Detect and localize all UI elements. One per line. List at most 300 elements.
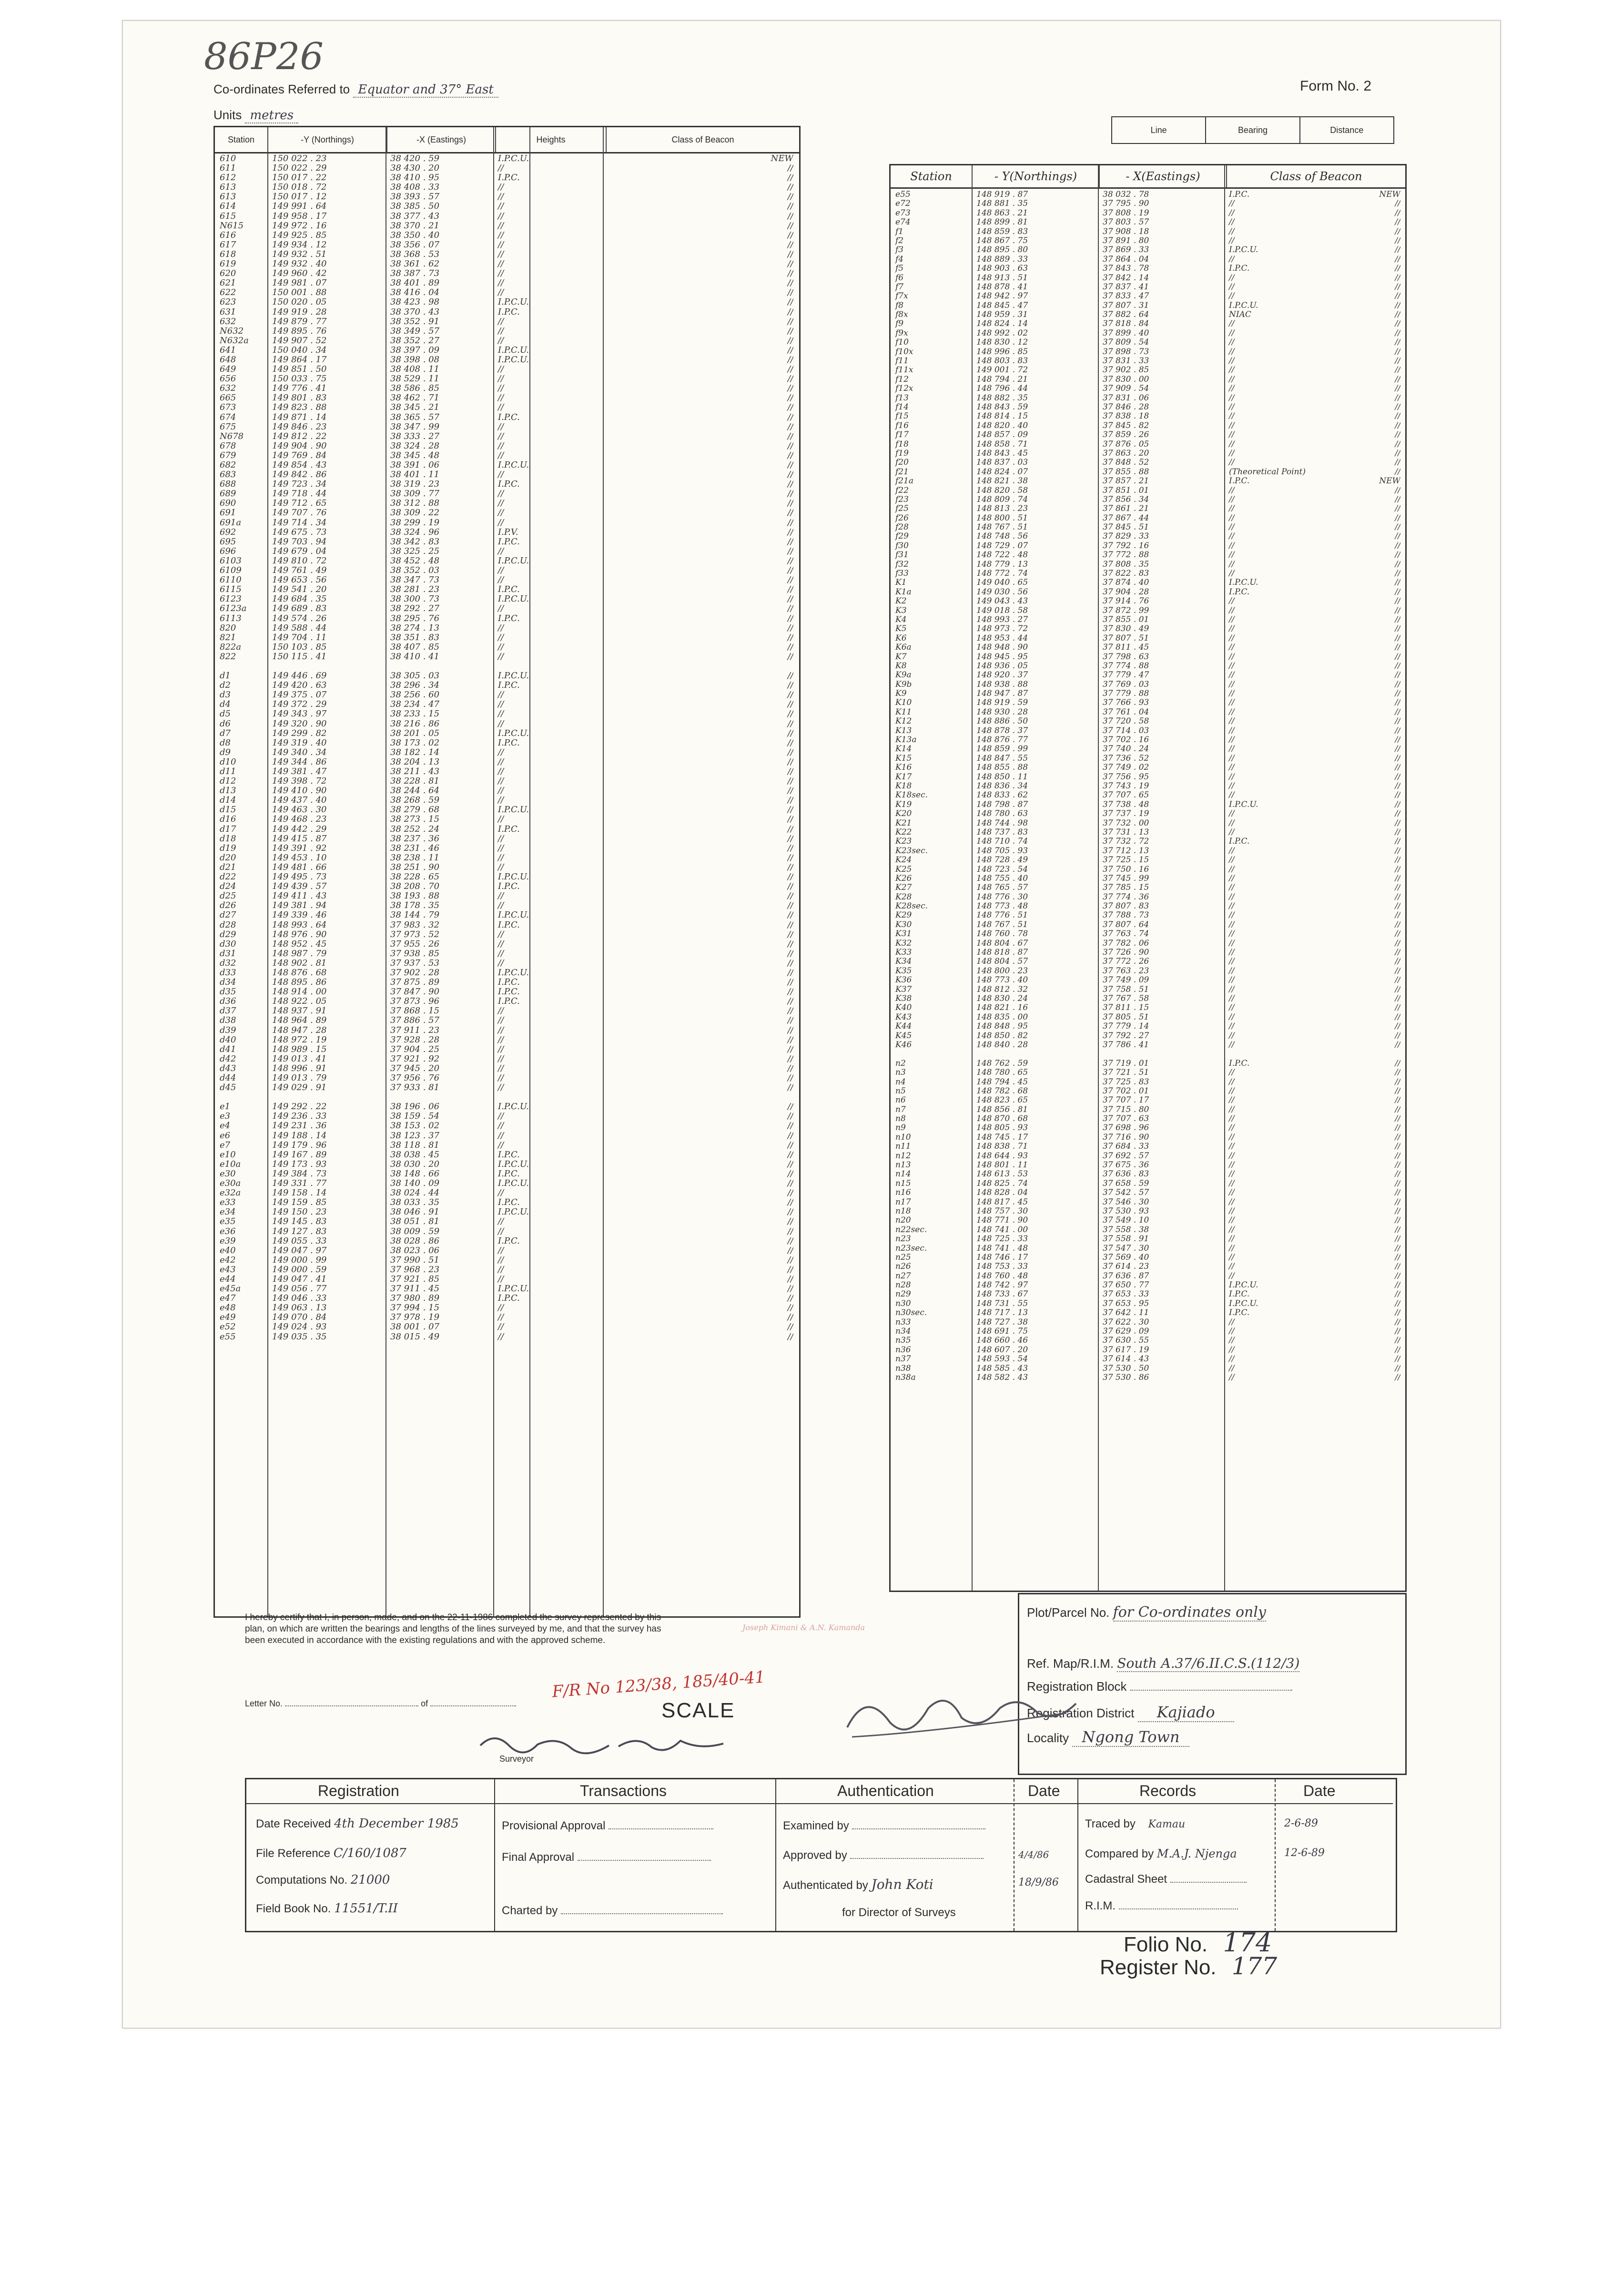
cell-easting: 37 848 . 52 (1103, 458, 1149, 468)
cell-northing: 148 919 . 59 (976, 698, 1028, 708)
left-header-eastings: -X (Eastings) (387, 127, 496, 152)
coordinate-row (215, 1083, 799, 1092)
cell-easting: 37 830 . 00 (1103, 375, 1149, 384)
left-header-northings: -Y (Northings) (268, 127, 387, 152)
cell-beacon-status: // (1395, 1345, 1400, 1355)
cell-beacon-status: // (1395, 1216, 1400, 1225)
cell-beacon-class: // (1229, 680, 1235, 689)
cell-station: 822a (220, 642, 242, 652)
cell-northing: 148 855 . 88 (976, 763, 1028, 773)
coordinate-row (215, 748, 799, 757)
cell-station: 610 (220, 154, 236, 163)
coordinate-row (891, 227, 1405, 236)
coordinate-row (215, 815, 799, 824)
cell-beacon-class: // (498, 163, 504, 173)
cell-beacon-status: // (787, 192, 793, 202)
cell-easting: 38 312 . 88 (390, 499, 440, 509)
cell-northing: 148 824 . 07 (976, 467, 1028, 477)
cell-northing: 149 684 . 35 (272, 594, 327, 604)
cell-station: e4 (220, 1121, 231, 1131)
coordinate-row (215, 633, 799, 643)
cell-beacon-status: // (1395, 430, 1400, 440)
coordinate-row (215, 1275, 799, 1284)
cell-beacon-status: // (787, 221, 793, 231)
cell-station: 618 (220, 249, 236, 259)
coordinate-row (215, 968, 799, 978)
coordinate-row (891, 939, 1405, 948)
cell-beacon-status: // (787, 671, 793, 681)
cell-easting: 38 393 . 57 (390, 192, 440, 202)
cell-beacon-class: // (1229, 504, 1235, 514)
letter-label: Letter No. (245, 1699, 283, 1708)
cell-station: K24 (895, 856, 912, 865)
cell-easting: 37 712 . 13 (1103, 846, 1149, 856)
cell-station: 6110 (220, 575, 242, 585)
cell-beacon-status: // (787, 1217, 793, 1227)
cell-northing: 148 870 . 68 (976, 1114, 1028, 1124)
cell-beacon-class: // (498, 365, 504, 375)
cell-northing: 148 945 . 95 (976, 652, 1028, 662)
cell-station: e6 (220, 1131, 231, 1141)
cell-easting: 37 732 . 00 (1103, 818, 1149, 828)
cell-northing: 149 384 . 73 (272, 1169, 327, 1179)
cell-beacon-status: // (787, 518, 793, 528)
coordinate-row (215, 460, 799, 470)
cell-beacon-status: NEW (1379, 190, 1400, 199)
cell-northing: 149 653 . 56 (272, 575, 327, 585)
cell-beacon-status: // (787, 1054, 793, 1064)
cell-beacon-class: I.P.C. (498, 537, 520, 547)
coordinate-row (891, 1262, 1405, 1271)
cell-easting: 38 410 . 41 (390, 652, 440, 662)
coordinate-row (891, 384, 1405, 393)
cell-easting: 37 622 . 30 (1103, 1317, 1149, 1327)
cell-beacon-class: I.P.C.U. (498, 556, 529, 566)
left-table-header (215, 127, 799, 153)
cell-northing: 149 339 . 46 (272, 910, 327, 920)
cell-beacon-class: I.P.C. (1229, 837, 1250, 847)
cell-station: K1 (895, 578, 907, 588)
cell-station: e1 (220, 1102, 231, 1112)
cell-easting: 37 856 . 34 (1103, 495, 1149, 504)
cell-easting: 38 324 . 28 (390, 441, 440, 451)
coordinate-row (215, 834, 799, 844)
coordinate-row (891, 1031, 1405, 1041)
cell-station: d12 (220, 776, 236, 786)
cell-beacon-status: // (787, 537, 793, 547)
cell-easting: 38 281 . 23 (390, 585, 440, 595)
cell-beacon-class: // (1229, 1031, 1235, 1041)
cell-beacon-status: // (787, 1016, 793, 1026)
cell-northing: 149 029 . 91 (272, 1083, 327, 1093)
coordinate-row (891, 819, 1405, 828)
cell-station: 675 (220, 422, 236, 432)
coordinate-row (215, 240, 799, 250)
cell-northing: 148 996 . 91 (272, 1063, 327, 1073)
cell-beacon-class: I.P.C. (1229, 190, 1250, 199)
cell-beacon-class: // (498, 1226, 504, 1236)
cell-northing: 150 022 . 29 (272, 163, 327, 173)
cell-easting: 38 279 . 68 (390, 805, 440, 815)
cell-easting: 37 542 . 57 (1103, 1188, 1149, 1198)
provisional-approval-label: Provisional Approval (502, 1819, 606, 1832)
cell-northing: 149 879 . 77 (272, 316, 327, 327)
cell-northing: 148 733 . 67 (976, 1290, 1028, 1299)
cell-beacon-status: // (1395, 754, 1400, 763)
cell-station: f12x (895, 384, 913, 394)
cell-beacon-class: // (1229, 486, 1235, 495)
cell-northing: 148 948 . 90 (976, 643, 1028, 653)
cell-station: 615 (220, 211, 236, 221)
cell-beacon-status: // (787, 211, 793, 221)
cell-station: 6115 (220, 585, 242, 595)
cell-easting: 38 333 . 27 (390, 431, 440, 441)
cell-station: K1a (895, 587, 912, 597)
cell-station: f3 (895, 245, 904, 255)
coordinate-row (891, 856, 1405, 865)
cell-beacon-class: // (1229, 994, 1235, 1003)
cell-beacon-class: // (1229, 1262, 1235, 1272)
cell-beacon-class: // (1229, 569, 1235, 579)
coordinate-row (891, 292, 1405, 301)
cell-beacon-class: // (1229, 818, 1235, 828)
cell-station: d45 (220, 1083, 236, 1093)
cell-easting: 38 173 . 02 (390, 738, 440, 748)
cell-easting: 37 684 . 33 (1103, 1142, 1149, 1152)
cell-station: n30sec. (895, 1308, 927, 1318)
cell-beacon-class: // (1229, 338, 1235, 347)
cell-beacon-status: // (787, 470, 793, 480)
cell-easting: 37 904 . 28 (1103, 587, 1149, 597)
cell-beacon-class: // (1229, 846, 1235, 856)
coordinate-row (215, 1265, 799, 1275)
cell-station: K31 (895, 929, 912, 939)
coordinate-row (891, 1198, 1405, 1207)
cell-station: f12 (895, 375, 909, 384)
cell-beacon-class: I.P.C. (1229, 1308, 1250, 1318)
cell-beacon-class: // (1229, 1114, 1235, 1124)
cell-easting: 37 861 . 21 (1103, 504, 1149, 514)
cell-beacon-class: // (1229, 763, 1235, 773)
cell-northing: 149 127 . 83 (272, 1226, 327, 1236)
cell-beacon-class: // (498, 183, 504, 193)
cell-station: n20 (895, 1216, 911, 1225)
cell-beacon-class: // (498, 1313, 504, 1323)
cell-easting: 37 761 . 04 (1103, 707, 1149, 717)
cell-beacon-class: // (1229, 957, 1235, 967)
cell-station: d27 (220, 910, 236, 920)
coordinate-row (891, 541, 1405, 551)
coordinate-row (215, 614, 799, 623)
cell-beacon-class: // (1229, 1327, 1235, 1337)
cell-beacon-status: // (1395, 541, 1400, 551)
cell-beacon-status: // (787, 1025, 793, 1035)
cell-beacon-class: // (498, 470, 504, 480)
cell-easting: 38 423 . 98 (390, 297, 440, 307)
cell-station: 632 (220, 316, 236, 327)
cell-beacon-status: // (1395, 1068, 1400, 1078)
cell-beacon-status: // (1395, 1225, 1400, 1235)
final-approval-label: Final Approval (502, 1851, 575, 1864)
cell-station: n17 (895, 1197, 911, 1207)
cell-beacon-status: // (1395, 273, 1400, 283)
cell-station: d32 (220, 958, 236, 968)
cell-beacon-status: // (787, 623, 793, 633)
cell-easting: 37 749 . 09 (1103, 976, 1149, 985)
cell-beacon-class: // (1229, 772, 1235, 782)
cell-beacon-status: // (787, 278, 793, 288)
cell-station: 621 (220, 278, 236, 288)
cell-northing: 149 574 . 26 (272, 613, 327, 623)
traced-by-label: Traced by (1085, 1817, 1136, 1830)
cell-station: d6 (220, 719, 231, 729)
cell-northing: 148 830 . 24 (976, 994, 1028, 1003)
date-received-value: 4th December 1985 (334, 1816, 459, 1831)
cell-beacon-class: // (498, 221, 504, 231)
cell-easting: 38 023 . 06 (390, 1245, 440, 1255)
cell-beacon-class: // (1229, 1077, 1235, 1087)
cell-station: f18 (895, 439, 909, 449)
cell-station: 619 (220, 259, 236, 269)
coordinate-row (891, 754, 1405, 763)
cell-beacon-status: // (787, 709, 793, 719)
cell-beacon-status: NEW (771, 154, 793, 163)
cell-beacon-status: // (1395, 726, 1400, 735)
cell-northing: 148 593 . 54 (976, 1355, 1028, 1364)
coordinate-row (891, 874, 1405, 883)
cell-beacon-class: // (498, 642, 504, 652)
cadastral-sheet-label: Cadastral Sheet (1085, 1873, 1167, 1886)
cell-northing: 148 705 . 93 (976, 846, 1028, 856)
plot-parcel-line (1027, 1604, 1266, 1621)
cell-beacon-status: // (1395, 624, 1400, 634)
cell-beacon-status: // (787, 1255, 793, 1265)
cell-beacon-status: // (787, 1140, 793, 1150)
cell-northing: 149 776 . 41 (272, 384, 327, 394)
cell-beacon-status: // (787, 566, 793, 576)
cell-easting: 37 902 . 85 (1103, 366, 1149, 375)
coordinate-row (215, 1332, 799, 1342)
cell-beacon-status: // (787, 987, 793, 997)
cell-northing: 148 613 . 53 (976, 1170, 1028, 1179)
cell-northing: 149 344 . 86 (272, 757, 327, 767)
cell-beacon-status: // (787, 700, 793, 710)
cell-northing: 150 022 . 23 (272, 154, 327, 163)
cell-station: K26 (895, 874, 912, 883)
cell-northing: 150 020 . 05 (272, 297, 327, 307)
cell-northing: 148 836 . 34 (976, 782, 1028, 791)
cell-northing: 149 851 . 50 (272, 365, 327, 375)
cell-beacon-class: // (1229, 1188, 1235, 1198)
coordinate-row (215, 1016, 799, 1025)
cell-beacon-status: // (1395, 236, 1400, 245)
cell-easting: 37 956 . 76 (390, 1073, 440, 1083)
cell-northing: 148 989 . 15 (272, 1044, 327, 1054)
cell-beacon-status: // (1395, 1308, 1400, 1318)
cell-northing: 149 292 . 22 (272, 1102, 327, 1112)
coordinate-row (215, 1092, 799, 1102)
coordinate-row (891, 717, 1405, 726)
coordinate-row (215, 594, 799, 604)
cell-beacon-status: // (1395, 1170, 1400, 1179)
date-received-label: Date Received (256, 1817, 331, 1830)
cell-station: 665 (220, 393, 236, 403)
cell-station: d20 (220, 853, 236, 863)
authentication-date-title: Date (1028, 1782, 1060, 1799)
approved-date: 4/4/86 (1018, 1849, 1049, 1860)
cell-station: K6 (895, 633, 907, 643)
coordinate-row (891, 1096, 1405, 1105)
cell-station: 632 (220, 384, 236, 394)
cell-northing: 149 707 . 76 (272, 508, 327, 518)
cell-station: d9 (220, 747, 231, 757)
cell-station: 6103 (220, 556, 242, 566)
cell-beacon-status: // (1395, 1022, 1400, 1031)
coordinate-row (891, 236, 1405, 245)
cell-beacon-class: I.P.C.U. (498, 805, 529, 815)
cell-northing: 148 725 . 33 (976, 1235, 1028, 1244)
cell-beacon-status: // (787, 594, 793, 604)
cell-easting: 37 978 . 19 (390, 1313, 440, 1323)
cell-beacon-class: I.P.C.U. (498, 1284, 529, 1294)
cell-beacon-status: // (1395, 282, 1400, 292)
cell-beacon-status: // (787, 681, 793, 691)
registration-district-value: Kajiado (1138, 1703, 1234, 1722)
cell-easting: 38 586 . 85 (390, 384, 440, 394)
cell-easting: 38 401 . 11 (390, 470, 440, 480)
coordinate-row (215, 1054, 799, 1064)
cell-beacon-status: // (1395, 1133, 1400, 1142)
cell-beacon-class: // (1229, 939, 1235, 948)
cell-northing: 148 794 . 21 (976, 375, 1028, 384)
cell-northing: 148 996 . 85 (976, 347, 1028, 357)
cell-easting: 37 805 . 51 (1103, 1012, 1149, 1022)
cell-easting: 38 233 . 15 (390, 709, 440, 719)
cell-easting: 37 774 . 36 (1103, 892, 1149, 902)
cell-station: K15 (895, 754, 912, 763)
cell-northing: 149 468 . 23 (272, 815, 327, 825)
cell-station: 679 (220, 450, 236, 460)
cell-beacon-class: // (1229, 1170, 1235, 1179)
cell-beacon-class: // (498, 776, 504, 786)
cell-easting: 38 377 . 43 (390, 211, 440, 221)
cell-easting: 38 196 . 06 (390, 1102, 440, 1112)
cell-station: K34 (895, 957, 912, 967)
cell-station: K12 (895, 717, 912, 726)
cell-beacon-class: // (498, 1245, 504, 1255)
cell-easting: 37 928 . 28 (390, 1035, 440, 1045)
cell-northing: 149 675 . 73 (272, 527, 327, 537)
cell-beacon-status: // (1395, 1040, 1400, 1050)
cell-northing: 149 919 . 28 (272, 307, 327, 317)
cell-station: f31 (895, 551, 909, 560)
cell-beacon-class: // (1229, 458, 1235, 468)
cell-beacon-status: // (1395, 578, 1400, 588)
cell-beacon-status: // (787, 460, 793, 470)
cell-northing: 148 760 . 48 (976, 1271, 1028, 1281)
cell-station: d28 (220, 920, 236, 930)
cell-easting: 38 408 . 33 (390, 183, 440, 193)
cell-easting: 37 945 . 20 (390, 1063, 440, 1073)
coordinate-row (215, 662, 799, 671)
locality-value: Ngong Town (1072, 1728, 1189, 1747)
cell-beacon-class: // (1229, 1373, 1235, 1382)
cell-station: d22 (220, 872, 236, 882)
coordinate-row (891, 902, 1405, 911)
cell-beacon-class: // (1229, 439, 1235, 449)
cell-beacon-class: // (1229, 809, 1235, 819)
cell-beacon-class: I.P.C. (498, 882, 520, 892)
cell-beacon-class: I.P.C. (1229, 1290, 1250, 1299)
cell-easting: 38 159 . 54 (390, 1112, 440, 1122)
cell-beacon-class: I.P.C.U. (1229, 301, 1258, 310)
cell-beacon-class: // (1229, 1244, 1235, 1253)
cell-northing: 148 919 . 87 (976, 190, 1028, 199)
cell-northing: 148 987 . 79 (272, 949, 327, 959)
right-coordinates-table (889, 164, 1407, 1592)
cell-station: K44 (895, 1022, 912, 1031)
cell-beacon-status: // (787, 738, 793, 748)
cell-northing: 148 780 . 63 (976, 809, 1028, 819)
cell-station: f23 (895, 495, 909, 504)
coordinate-row (215, 1246, 799, 1255)
cell-northing: 149 801 . 83 (272, 393, 327, 403)
cell-beacon-class: I.P.C. (498, 987, 520, 997)
cell-northing: 148 886 . 50 (976, 717, 1028, 726)
cell-northing: 148 727 . 38 (976, 1317, 1028, 1327)
cell-station: 622 (220, 288, 236, 298)
cell-beacon-class: // (498, 747, 504, 757)
cell-beacon-status: // (787, 1006, 793, 1016)
cell-beacon-status: // (787, 1044, 793, 1054)
coordinate-row (891, 578, 1405, 587)
cell-beacon-class: // (1229, 532, 1235, 541)
cell-station (215, 1092, 267, 1102)
coordinate-row (891, 994, 1405, 1003)
cell-easting: 37 829 . 33 (1103, 532, 1149, 541)
ref-map-value: South A.37/6.II.C.S.(112/3) (1117, 1655, 1300, 1671)
cell-northing: 148 644 . 93 (976, 1151, 1028, 1161)
cell-northing: 149 846 . 23 (272, 422, 327, 432)
cell-northing: 149 712 . 65 (272, 499, 327, 509)
cell-station: K27 (895, 883, 912, 893)
cell-easting: 37 614 . 43 (1103, 1355, 1149, 1364)
cell-easting: 37 807 . 51 (1103, 633, 1149, 643)
cell-easting: 38 118 . 81 (390, 1140, 440, 1150)
cell-beacon-class: // (498, 1265, 504, 1275)
cell-easting: 37 921 . 92 (390, 1054, 440, 1064)
cell-beacon-class: // (1229, 1142, 1235, 1152)
cell-beacon-class: // (1229, 1225, 1235, 1235)
cell-beacon-class: I.P.C. (498, 1198, 520, 1208)
coordinate-row (215, 776, 799, 786)
cell-northing: 148 857 . 09 (976, 430, 1028, 440)
cell-beacon-status: // (787, 575, 793, 585)
cell-station: 656 (220, 374, 236, 384)
cell-beacon-class: // (1229, 523, 1235, 532)
cell-beacon-status: // (1395, 606, 1400, 615)
cell-easting: 37 756 . 95 (1103, 772, 1149, 782)
cell-beacon-status: // (1395, 218, 1400, 227)
cell-station: f29 (895, 532, 909, 541)
cell-beacon-class: // (1229, 1040, 1235, 1050)
cell-station: e33 (220, 1198, 236, 1208)
coordinate-row (891, 653, 1405, 662)
cell-beacon-status: // (787, 805, 793, 815)
cell-beacon-status: // (1395, 1281, 1400, 1290)
cell-beacon-status: // (787, 556, 793, 566)
coordinate-row (215, 1227, 799, 1236)
